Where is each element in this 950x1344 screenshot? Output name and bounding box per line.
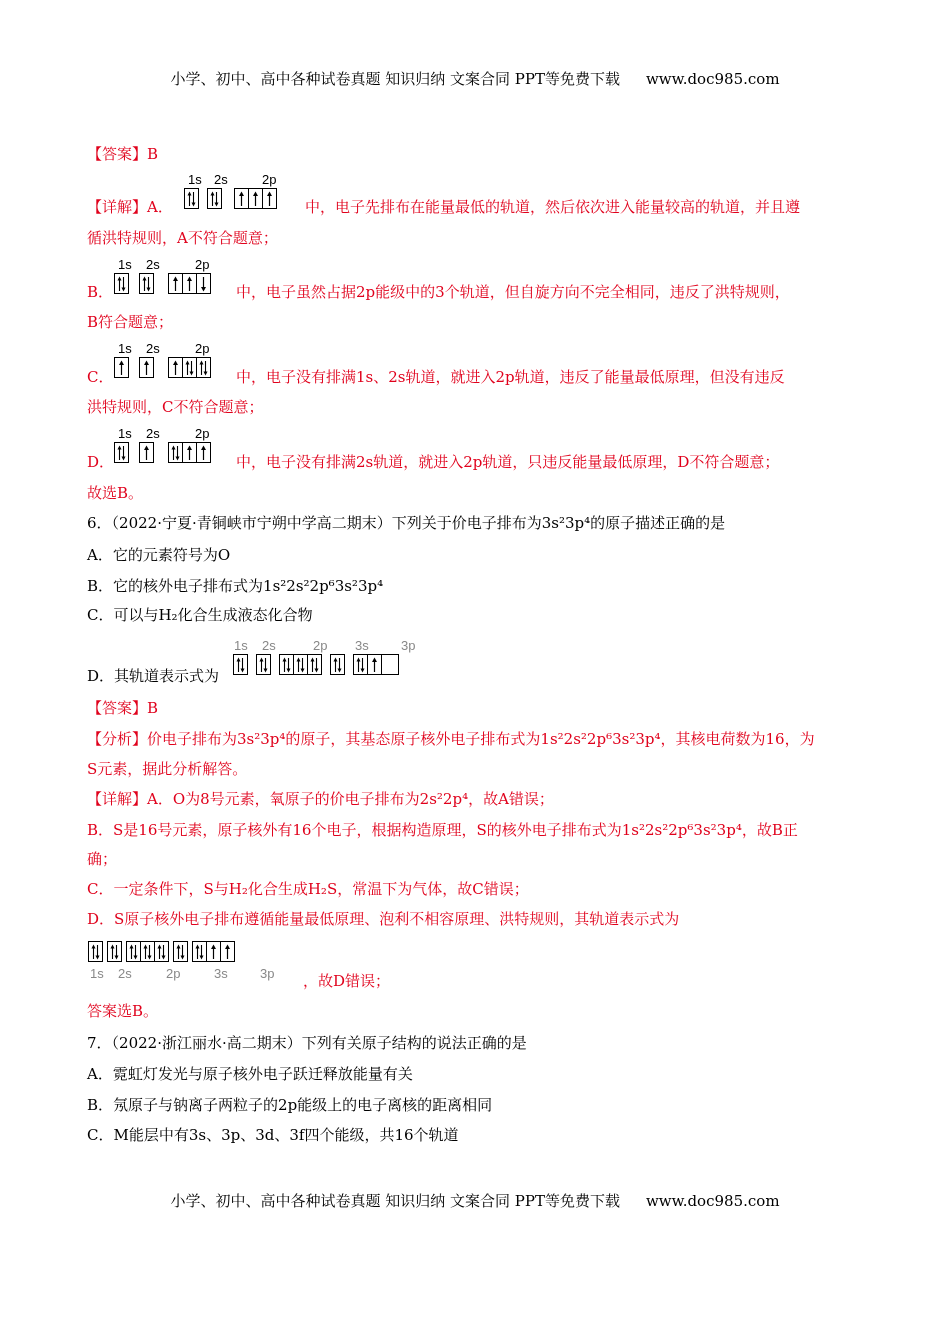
q5-answer: 【答案】B bbox=[87, 145, 159, 163]
q5-detail-b-text2: B符合题意； bbox=[87, 313, 174, 331]
q6-detail-d: D．S原子核外电子排布遵循能量最低原理、泡利不相容原理、洪特规则，其轨道表示式为 bbox=[87, 910, 680, 928]
q7-option-b: B．氖原子与钠离子两粒子的2p能级上的电子离核的距离相同 bbox=[87, 1096, 493, 1114]
orbital-diagram-b: 1s 2s 2p bbox=[114, 257, 219, 294]
q6-option-c: C．可以与H₂化合生成液态化合物 bbox=[87, 606, 313, 624]
q6-option-b: B．它的核外电子排布式为1s²2s²2p⁶3s²3p⁴ bbox=[87, 577, 384, 595]
q6-detail-d-2: ，故D错误； bbox=[303, 972, 391, 990]
orbital-diagram-c: 1s 2s 2p bbox=[114, 341, 219, 378]
footer-site[interactable]: www.doc985.com bbox=[645, 1192, 780, 1210]
header-site[interactable]: www.doc985.com bbox=[645, 70, 780, 88]
q5-detail-c-prefix: C． bbox=[87, 368, 114, 386]
q5-conclusion: 故选B。 bbox=[87, 484, 144, 502]
q7-stem: 7．（2022·浙江丽水·高二期末）下列有关原子结构的说法正确的是 bbox=[87, 1034, 527, 1052]
header-text: 小学、初中、高中各种试卷真题 知识归纳 文案合同 PPT等免费下载 bbox=[170, 70, 620, 88]
orbital-diagram-d: 1s 2s 2p bbox=[114, 426, 219, 463]
page-header bbox=[0, 68, 950, 89]
q6-conclusion: 答案选B。 bbox=[87, 1002, 159, 1020]
q5-detail-b-text: 中，电子虽然占据2p能级中的3个轨道，但自旋方向不完全相同，违反了洪特规则， bbox=[236, 283, 790, 301]
orbital-diagram-q6-detail-d: 1s 2s 2p 3s 3p bbox=[88, 941, 243, 982]
q6-option-a: A．它的元素符号为O bbox=[87, 546, 231, 564]
q6-detail-a: 【详解】A．O为8号元素，氧原子的价电子排布为2s²2p⁴，故A错误； bbox=[87, 790, 554, 808]
q6-stem: 6．（2022·宁夏·青铜峡市宁朔中学高二期末）下列关于价电子排布为3s²3p⁴的原子描述正确的是 bbox=[87, 514, 726, 532]
q6-detail-c: C．一定条件下，S与H₂化合生成H₂S，常温下为气体，故C错误； bbox=[87, 880, 529, 898]
orbital-diagram-q6-option-d: 1s 2s 2p 3s 3p bbox=[233, 638, 407, 675]
q6-analysis: 【分析】价电子排布为3s²3p⁴的原子，其基态原子核外电子排布式为1s²2s²2p⁶3s²3p⁴，其核电荷数为16，为 bbox=[87, 730, 815, 748]
q6-option-d: D．其轨道表示式为 bbox=[87, 667, 220, 685]
q5-detail-a-text2: 循洪特规则，A不符合题意； bbox=[87, 229, 278, 247]
q5-detail-c-text2: 洪特规则，C不符合题意； bbox=[87, 398, 264, 416]
q5-detail-a-text: 中，电子先排布在能量最低的轨道，然后依次进入能量较高的轨道，并且遵 bbox=[305, 198, 801, 216]
page-footer bbox=[0, 1190, 950, 1211]
q5-detail-d-prefix: D． bbox=[87, 453, 115, 471]
q6-detail-b-2: 确； bbox=[87, 850, 118, 868]
q5-detail-a-prefix: 【详解】A． bbox=[87, 198, 173, 216]
footer-text: 小学、初中、高中各种试卷真题 知识归纳 文案合同 PPT等免费下载 bbox=[170, 1192, 620, 1210]
q7-option-a: A．霓虹灯发光与原子核外电子跃迁释放能量有关 bbox=[87, 1065, 413, 1083]
q6-answer: 【答案】B bbox=[87, 699, 159, 717]
q5-detail-b-prefix: B． bbox=[87, 283, 114, 301]
q5-detail-d-text: 中，电子没有排满2s轨道，就进入2p轨道，只违反能量最低原理，D不符合题意； bbox=[236, 453, 780, 471]
q5-detail-c-text: 中，电子没有排满1s、2s轨道，就进入2p轨道，违反了能量最低原理，但没有违反 bbox=[236, 368, 785, 386]
orbital-diagram-a: 1s 2s 2p bbox=[184, 172, 285, 209]
q7-option-c: C．M能层中有3s、3p、3d、3f四个能级，共16个轨道 bbox=[87, 1126, 459, 1144]
q6-detail-b: B．S是16号元素，原子核外有16个电子，根据构造原理，S的核外电子排布式为1s²2s²2p⁶3s²3p⁴，故B正 bbox=[87, 821, 798, 839]
q6-analysis-2: S元素，据此分析解答。 bbox=[87, 760, 248, 778]
